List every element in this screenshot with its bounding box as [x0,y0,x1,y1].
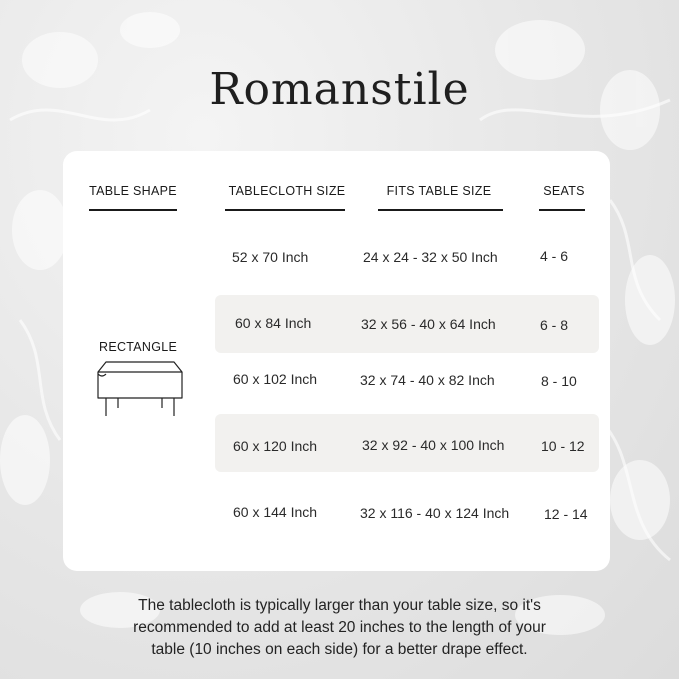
header-fits-table-size: FITS TABLE SIZE [386,184,492,198]
note-line: The tablecloth is typically larger than your table size, so it's [138,597,541,614]
fits-table-size: 32 x 116 - 40 x 124 Inch [360,505,510,521]
seats-value: 8 - 10 [541,373,577,389]
header-seats: SEATS [543,184,585,198]
note-line: recommended to add at least 20 inches to the length of your [133,619,546,636]
header-underline [89,209,177,211]
tablecloth-size: 60 x 144 Inch [233,504,318,520]
tablecloth-size: 52 x 70 Inch [232,249,309,265]
fits-table-size: 32 x 92 - 40 x 100 Inch [362,437,505,453]
tablecloth-size: 60 x 102 Inch [233,371,318,387]
note-line: table (10 inches on each side) for a better drape effect. [151,641,528,658]
header-underline [225,209,345,211]
header-underline [539,209,585,211]
header-tablecloth-size: TABLECLOTH SIZE [228,184,346,198]
seats-value: 6 - 8 [540,317,569,333]
header-table-shape: TABLE SHAPE [89,184,177,198]
rectangle-table-icon [94,360,186,420]
size-chart-card [63,151,610,571]
brand-logo: Romanstile [209,64,470,115]
fits-table-size: 32 x 56 - 40 x 64 Inch [361,316,496,332]
fits-table-size: 24 x 24 - 32 x 50 Inch [363,249,498,265]
seats-value: 4 - 6 [540,248,569,264]
shape-label: RECTANGLE [99,340,178,354]
tablecloth-size: 60 x 120 Inch [233,438,318,454]
header-underline [378,209,503,211]
drape-note [40,595,639,661]
seats-value: 10 - 12 [541,438,585,454]
seats-value: 12 - 14 [544,506,588,522]
tablecloth-size: 60 x 84 Inch [235,315,312,331]
fits-table-size: 32 x 74 - 40 x 82 Inch [360,372,495,388]
